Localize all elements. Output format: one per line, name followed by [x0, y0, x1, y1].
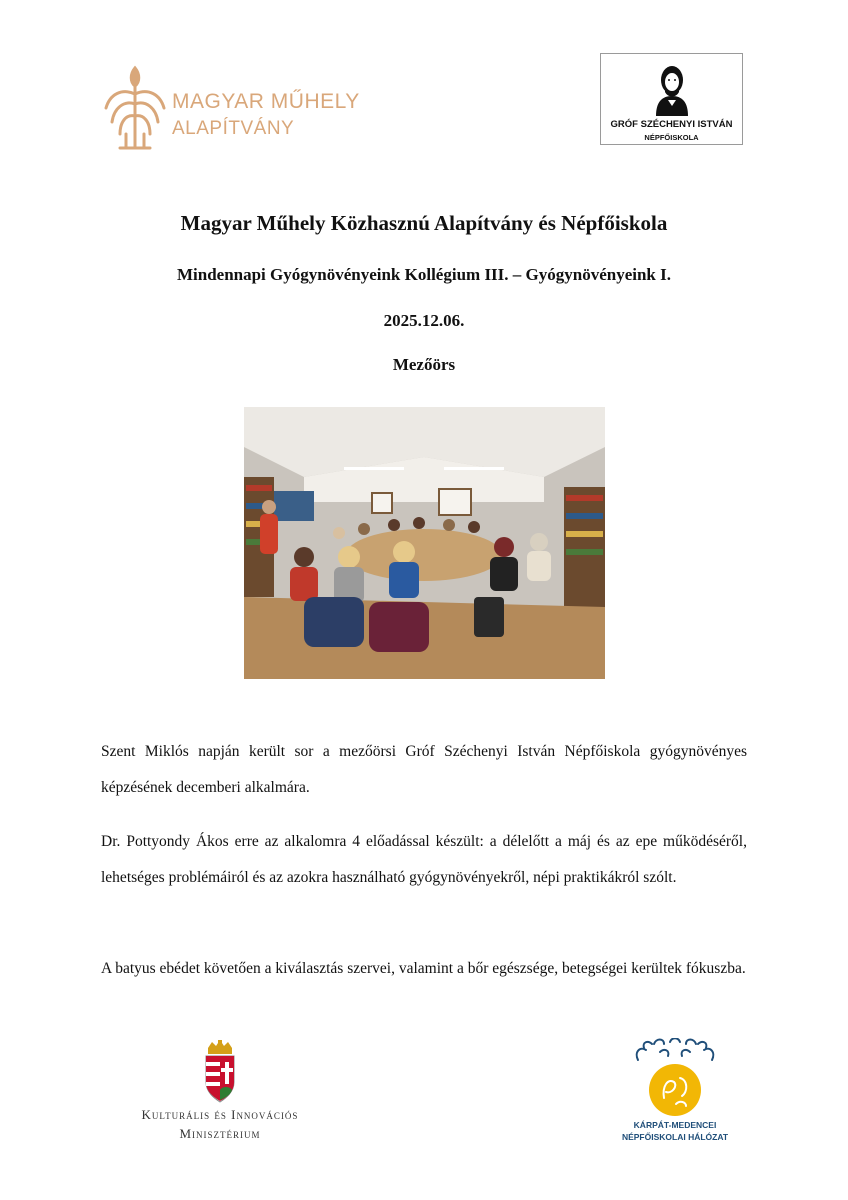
document-title: Magyar Műhely Közhasznú Alapítvány és Népfőiskola: [180, 211, 668, 235]
group-meeting-photo-icon: [244, 407, 605, 679]
grof-szechenyi-logo-sub: NÉPFŐISKOLA: [644, 133, 699, 142]
body-paragraph: Szent Miklós napján került sor a mezőörsi Gróf Széchenyi István Népfőiskola gyógynövényes képzésének decemberi alkalmára.: [101, 743, 747, 796]
magyar-muhely-logo-line2: ALAPÍTVÁNY: [172, 118, 295, 139]
grof-szechenyi-logo: [600, 53, 743, 145]
hungarian-coat-of-arms-icon: [200, 1040, 240, 1104]
ministry-logo-line1: Kulturális és Innovációs: [141, 1107, 299, 1122]
network-logo: [600, 1038, 750, 1150]
magyar-muhely-logo: [100, 64, 390, 154]
event-date: 2025.12.06.: [383, 311, 465, 330]
course-title: Mindennapi Gyógynövényeink Kollégium III. – Gyógynövényeink I.: [176, 265, 672, 284]
grof-szechenyi-logo-name: GRÓF SZÉCHENYI ISTVÁN: [610, 119, 733, 130]
portrait-engraving-icon: [642, 58, 702, 118]
body-paragraph: Dr. Pottyondy Ákos erre az alkalomra 4 előadással készült: a délelőtt a máj és az epe működéséről, lehetséges problémáiról és az azokra használható gyógynövényekről, népi praktikákról szólt.: [101, 833, 747, 886]
magyar-muhely-logo-line1: MAGYAR MŰHELY: [172, 90, 360, 113]
eagle-wheat-emblem-icon: [100, 64, 170, 154]
event-place: Mezőörs: [392, 355, 456, 374]
group-meeting-photo: [244, 407, 605, 679]
network-logo-line1: KÁRPÁT-MEDENCEI: [633, 1120, 717, 1130]
ministry-logo: [120, 1040, 320, 1150]
network-logo-line2: NÉPFŐISKOLAI HÁLÓZAT: [621, 1132, 729, 1142]
ministry-logo-line2: Minisztérium: [179, 1126, 261, 1141]
sun-ornament-emblem-icon: [630, 1038, 720, 1118]
body-paragraph: A batyus ebédet követően a kiválasztás szervei, valamint a bőr egészsége, betegségei kerültek fókuszba.: [101, 960, 746, 977]
